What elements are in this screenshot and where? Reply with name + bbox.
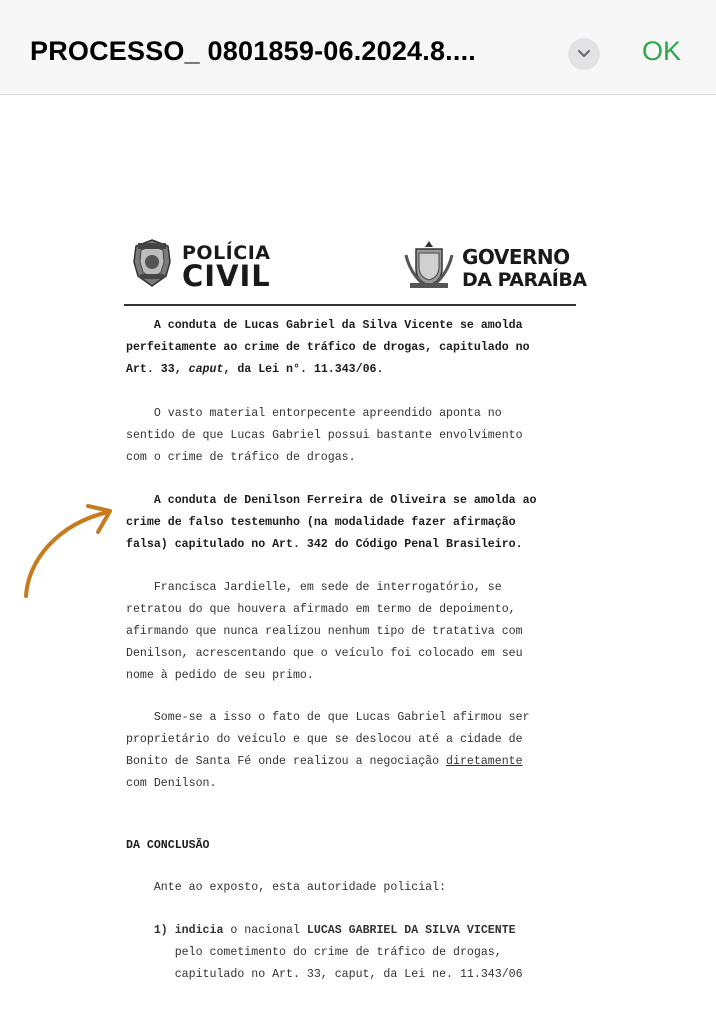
section-heading: DA CONCLUSÃO bbox=[126, 839, 210, 852]
paragraph-4-line: afirmando que nunca realizou nenhum tipo de tratativa com bbox=[126, 625, 523, 638]
paragraph-4-line: Denilson, acrescentando que o veículo foi colocado em seu bbox=[126, 647, 523, 660]
paragraph-5-line: com Denilson. bbox=[126, 777, 217, 790]
conclusion-item-1-line: 1) indicia o nacional LUCAS GABRIEL DA SILVA VICENTE bbox=[126, 924, 516, 937]
header-divider bbox=[124, 304, 576, 306]
paragraph-2-line: sentido de que Lucas Gabriel possui bastante envolvimento bbox=[126, 429, 523, 442]
police-logo-line2: CIVIL bbox=[182, 259, 271, 293]
conclusion-intro: Ante ao exposto, esta autoridade policial: bbox=[126, 881, 447, 894]
conclusion-item-1-line: capitulado no Art. 33, caput, da Lei ne. 11.343/06 bbox=[126, 968, 523, 981]
paragraph-5-line: Some-se a isso o fato de que Lucas Gabriel afirmou ser bbox=[126, 711, 530, 724]
paragraph-1-line: perfeitamente ao crime de tráfico de drogas, capitulado no bbox=[126, 341, 530, 354]
government-logo-line1: GOVERNO bbox=[462, 245, 570, 269]
viewer-toolbar bbox=[0, 0, 716, 95]
government-logo-line2: DA PARAÍBA bbox=[462, 269, 587, 291]
state-coat-of-arms-logo bbox=[402, 239, 456, 291]
paragraph-2-line: com o crime de tráfico de drogas. bbox=[126, 451, 356, 464]
paragraph-1-line: A conduta de Lucas Gabriel da Silva Vicente se amolda bbox=[126, 319, 523, 332]
paragraph-4-line: retratou do que houvera afirmado em termo de depoimento, bbox=[126, 603, 516, 616]
conclusion-item-1-line: pelo cometimento do crime de tráfico de drogas, bbox=[126, 946, 502, 959]
paragraph-3-line: A conduta de Denilson Ferreira de Oliveira se amolda ao bbox=[126, 494, 537, 507]
paragraph-3-line: crime de falso testemunho (na modalidade fazer afirmação bbox=[126, 516, 516, 529]
chevron-down-icon bbox=[576, 47, 592, 61]
police-logo-line1: POLÍCIA bbox=[182, 242, 271, 264]
title-dropdown-button[interactable] bbox=[568, 38, 600, 70]
arrow-annotation bbox=[18, 500, 118, 602]
document-title[interactable]: PROCESSO_ 0801859-06.2024.8.... bbox=[30, 36, 476, 66]
paragraph-2-line: O vasto material entorpecente apreendido aponta no bbox=[126, 407, 502, 420]
paragraph-4-line: nome à pedido de seu primo. bbox=[126, 669, 314, 682]
paragraph-5-line: proprietário do veículo e que se deslocou até a cidade de bbox=[126, 733, 523, 746]
paragraph-3-line: falsa) capitulado no Art. 342 do Código Penal Brasileiro. bbox=[126, 538, 523, 551]
police-badge-logo bbox=[130, 238, 174, 288]
paragraph-4-line: Francisca Jardielle, em sede de interrogatório, se bbox=[126, 581, 502, 594]
paragraph-1-line: Art. 33, caput, da Lei n°. 11.343/06. bbox=[126, 363, 384, 376]
paragraph-5-line: Bonito de Santa Fé onde realizou a negociação diretamente bbox=[126, 755, 523, 768]
ok-button[interactable]: OK bbox=[642, 36, 682, 66]
